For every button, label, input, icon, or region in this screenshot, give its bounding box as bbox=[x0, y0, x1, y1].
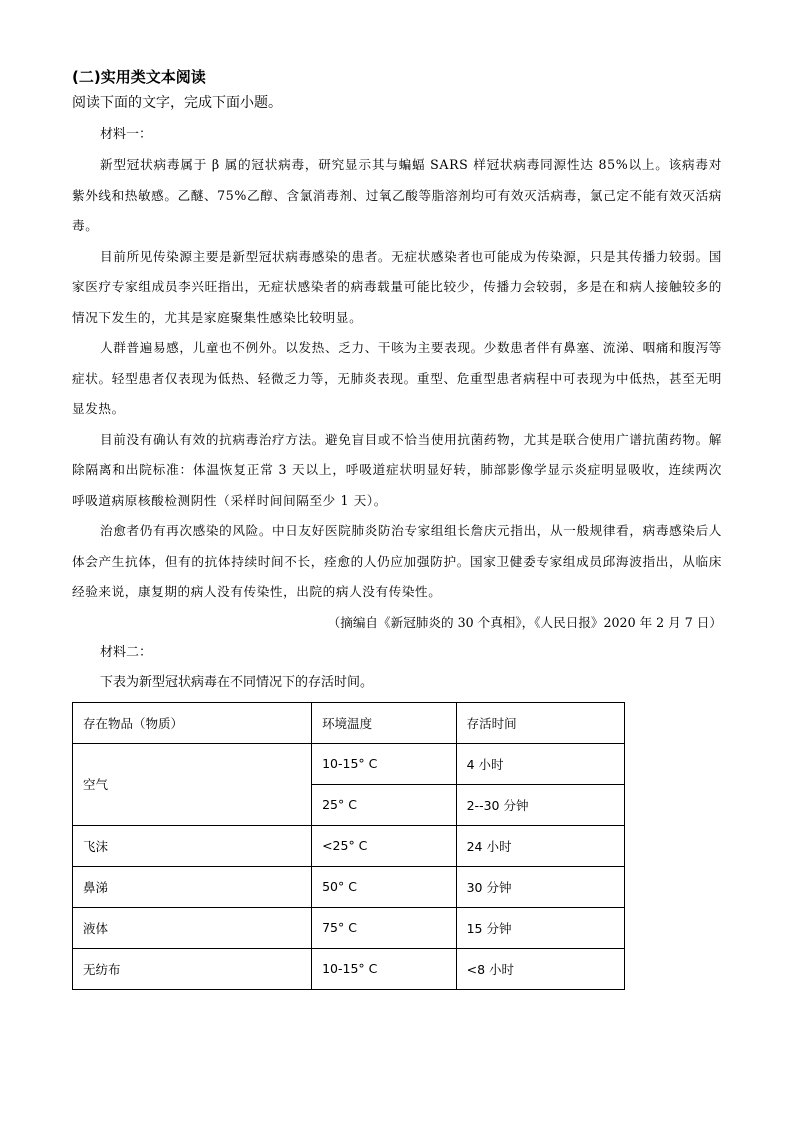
section-title: (二)实用类文本阅读 bbox=[72, 68, 206, 86]
material1-paragraph: 目前没有确认有效的抗病毒治疗方法。避免盲目或不恰当使用抗菌药物，尤其是联合使用广谱抗菌药物。解除隔离和出院标准：体温恢复正常 3 天以上，呼吸道症状明显好转，肺部影像学显示炎症明显吸收，连续两次呼吸道病原核酸检测阴性（采样时间间隔至少 1 天）。 bbox=[72, 431, 722, 508]
document-page bbox=[72, 60, 722, 990]
table-cell-time: 4 小时 bbox=[456, 743, 624, 784]
table-cell-item: 无纺布 bbox=[73, 948, 312, 989]
table-cell-item: 鼻涕 bbox=[73, 866, 312, 907]
survival-time-table bbox=[72, 702, 625, 990]
table-cell-time: <8 小时 bbox=[456, 948, 624, 989]
material1-paragraph: 新型冠状病毒属于 β 属的冠状病毒，研究显示其与蝙蝠 SARS 样冠状病毒同源性达 85%以上。该病毒对紫外线和热敏感。乙醚、75%乙醇、含氯消毒剂、过氧乙酸等脂溶剂均可有效灭活病毒，氯己定不能有效灭活病毒。 bbox=[72, 157, 722, 233]
table-cell-temp: 25° C bbox=[312, 784, 457, 825]
table-cell-time: 24 小时 bbox=[456, 825, 624, 866]
table-header-row bbox=[73, 702, 625, 743]
table-cell-item: 空气 bbox=[73, 743, 312, 825]
table-cell-temp: 10-15° C bbox=[312, 948, 457, 989]
material1-paragraph: 目前所见传染源主要是新型冠状病毒感染的患者。无症状感染者也可能成为传染源，只是其传播力较弱。国家医疗专家组成员李兴旺指出，无症状感染者的病毒载量可能比较少，传播力会较弱，多是在和病人接触较多的情况下发生的，尤其是家庭聚集性感染比较明显。 bbox=[72, 248, 722, 325]
material2-label: 材料二： bbox=[100, 644, 153, 660]
table-row bbox=[73, 743, 625, 784]
material2-intro: 下表为新型冠状病毒在不同情况下的存活时间。 bbox=[100, 674, 374, 690]
table-cell-time: 2--30 分钟 bbox=[456, 784, 624, 825]
table-cell-item: 飞沫 bbox=[73, 825, 312, 866]
table-cell-temp: 50° C bbox=[312, 866, 457, 907]
material1-label: 材料一： bbox=[100, 127, 153, 142]
table-header-cell: 环境温度 bbox=[312, 702, 457, 743]
table-cell-time: 30 分钟 bbox=[456, 866, 624, 907]
table-header-cell: 存活时间 bbox=[456, 702, 624, 743]
table-row bbox=[73, 907, 625, 948]
table-cell-time: 15 分钟 bbox=[456, 907, 624, 948]
table-row bbox=[73, 825, 625, 866]
table-cell-temp: 10-15° C bbox=[312, 743, 457, 784]
table-cell-temp: <25° C bbox=[312, 825, 457, 866]
table-row bbox=[73, 948, 625, 989]
table-header-cell: 存在物品（物质） bbox=[73, 702, 312, 743]
table-row bbox=[73, 866, 625, 907]
table-cell-item: 液体 bbox=[73, 907, 312, 948]
material1-paragraph: 治愈者仍有再次感染的风险。中日友好医院肺炎防治专家组组长詹庆元指出，从一般规律看，病毒感染后人体会产生抗体，但有的抗体持续时间不长，痊愈的人仍应加强防护。国家卫健委专家组成员邱海波指出，从临床经验来说，康复期的病人没有传染性，出院的病人没有传染性。 bbox=[72, 523, 722, 599]
material1-source: （摘编自《新冠肺炎的 30 个真相》，《人民日报》2020 年 2 月 7 日） bbox=[327, 614, 722, 630]
instruction-text: 阅读下面的文字，完成下面小题。 bbox=[72, 95, 282, 111]
table-cell-temp: 75° C bbox=[312, 907, 457, 948]
material1-paragraph: 人群普遍易感，儿童也不例外。以发热、乏力、干咳为主要表现。少数患者伴有鼻塞、流涕、咽痛和腹泻等症状。轻型患者仅表现为低热、轻微乏力等，无肺炎表现。重型、危重型患者病程中可表现为中低热，甚至无明显发热。 bbox=[72, 340, 722, 416]
